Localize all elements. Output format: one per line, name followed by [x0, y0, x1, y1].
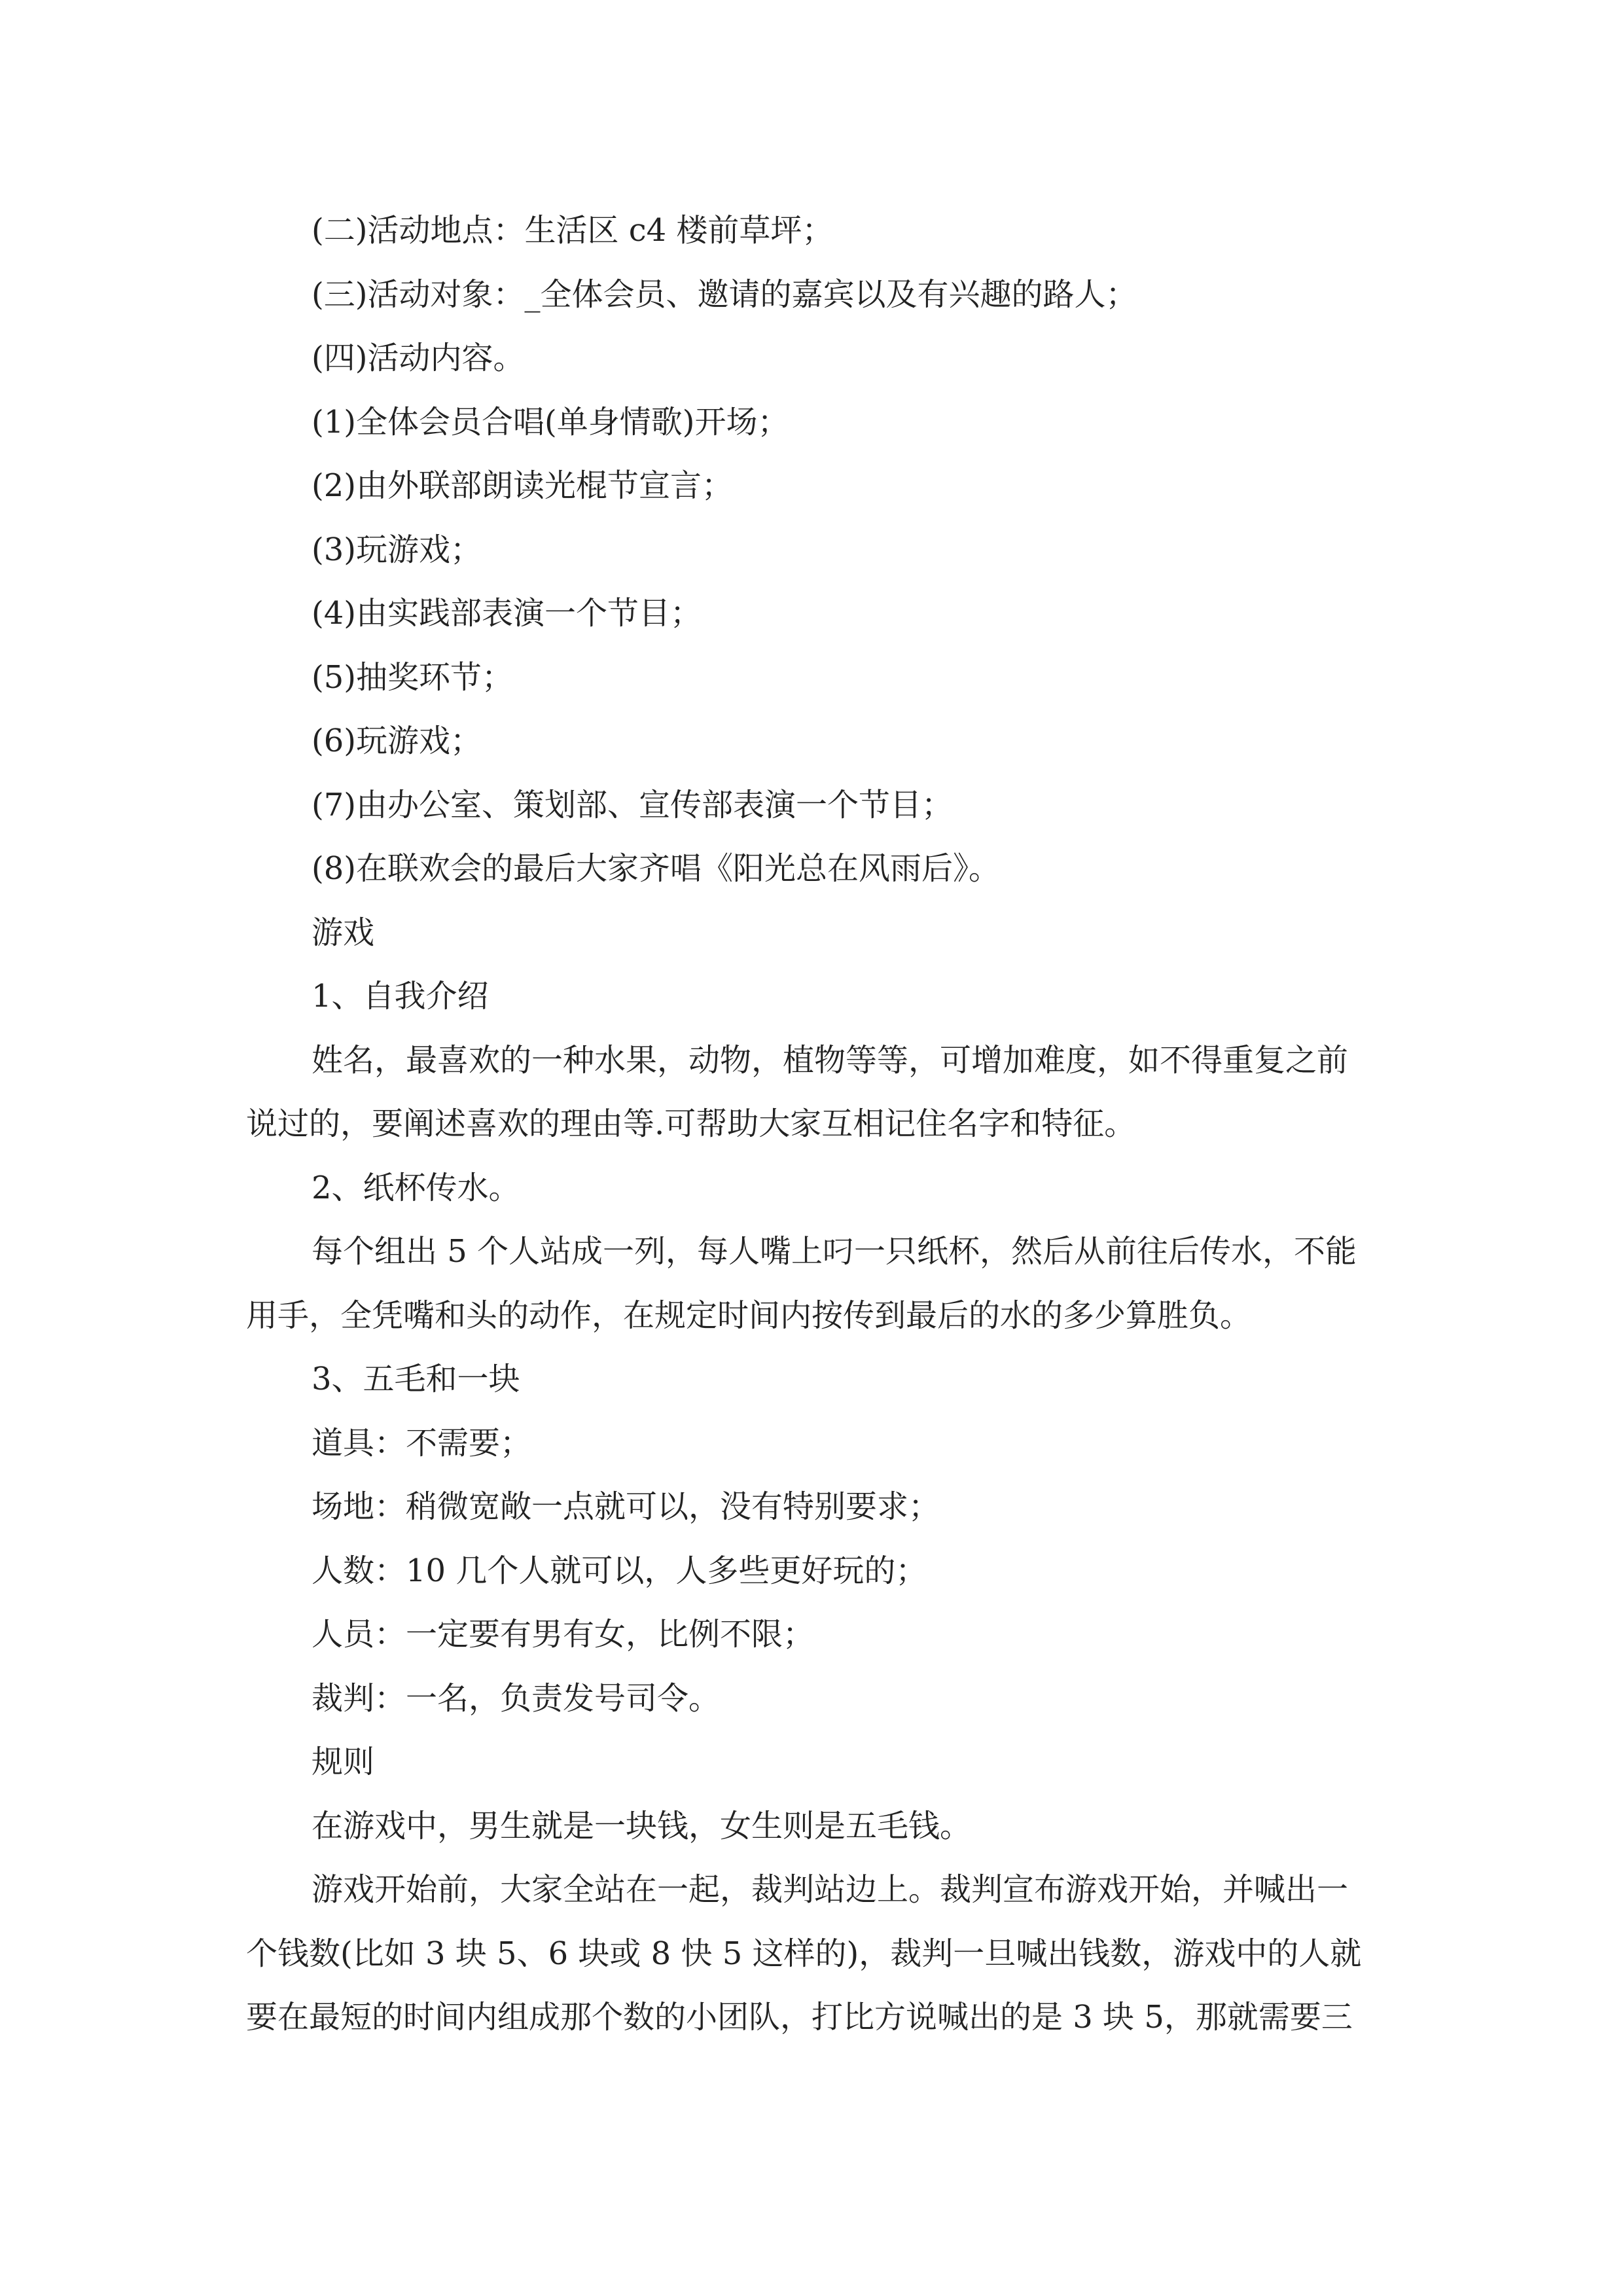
rules-paragraph-2-line-1: 游戏开始前，大家全站在一起，裁判站边上。裁判宣布游戏开始，并喊出一 [312, 1871, 1349, 1908]
game-3-props: 道具：不需要； [312, 1425, 532, 1462]
game-title-1: 1、自我介绍 [312, 978, 489, 1014]
rules-paragraph-1: 在游戏中，男生就是一块钱，女生则是五毛钱。 [312, 1808, 972, 1844]
list-item-8: (8)在联欢会的最后大家齐唱《阳光总在风雨后》。 [312, 850, 1000, 887]
list-item-6: (6)玩游戏； [312, 723, 482, 759]
list-item-2: (2)由外联部朗读光棍节宣言； [312, 467, 733, 504]
rules-paragraph-2-line-2: 个钱数(比如 3 块 5、6 块或 8 快 5 这样的)，裁判一旦喊出钱数，游戏中的人就 [246, 1935, 1362, 1972]
list-item-3: (3)玩游戏； [312, 531, 482, 568]
game-2-description-line-1: 每个组出 5 个人站成一列，每人嘴上叼一只纸杯，然后从前往后传水，不能 [312, 1233, 1357, 1270]
text-line-audience: (三)活动对象：_全体会员、邀请的嘉宾以及有兴趣的路人； [312, 276, 1137, 313]
game-title-3: 3、五毛和一块 [312, 1361, 520, 1397]
list-item-5: (5)抽奖环节； [312, 659, 513, 696]
game-3-venue: 场地：稍微宽敞一点就可以，没有特别要求； [312, 1488, 940, 1525]
game-3-players-count: 人数：10 几个人就可以，人多些更好玩的； [312, 1552, 927, 1589]
game-2-description-line-2: 用手，全凭嘴和头的动作，在规定时间内按传到最后的水的多少算胜负。 [246, 1297, 1252, 1334]
game-1-description-line-1: 姓名，最喜欢的一种水果，动物，植物等等，可增加难度，如不得重复之前 [312, 1042, 1349, 1079]
game-3-participants: 人员：一定要有男有女，比例不限； [312, 1616, 815, 1653]
game-title-2: 2、纸杯传水。 [312, 1170, 520, 1206]
list-item-7: (7)由办公室、策划部、宣传部表演一个节目； [312, 787, 953, 823]
list-item-1: (1)全体会员合唱(单身情歌)开场； [312, 404, 789, 440]
section-heading-rules: 规则 [312, 1744, 375, 1780]
list-item-4: (4)由实践部表演一个节目； [312, 595, 702, 632]
text-line-content-heading: (四)活动内容。 [312, 340, 525, 376]
game-3-referee: 裁判：一名，负责发号司令。 [312, 1680, 721, 1717]
rules-paragraph-2-line-3: 要在最短的时间内组成那个数的小团队，打比方说喊出的是 3 块 5，那就需要三 [246, 1999, 1353, 2036]
section-heading-games: 游戏 [312, 914, 375, 951]
text-line-venue: (二)活动地点：生活区 c4 楼前草坪； [312, 212, 834, 249]
game-1-description-line-2: 说过的，要阐述喜欢的理由等.可帮助大家互相记住名字和特征。 [246, 1105, 1136, 1142]
